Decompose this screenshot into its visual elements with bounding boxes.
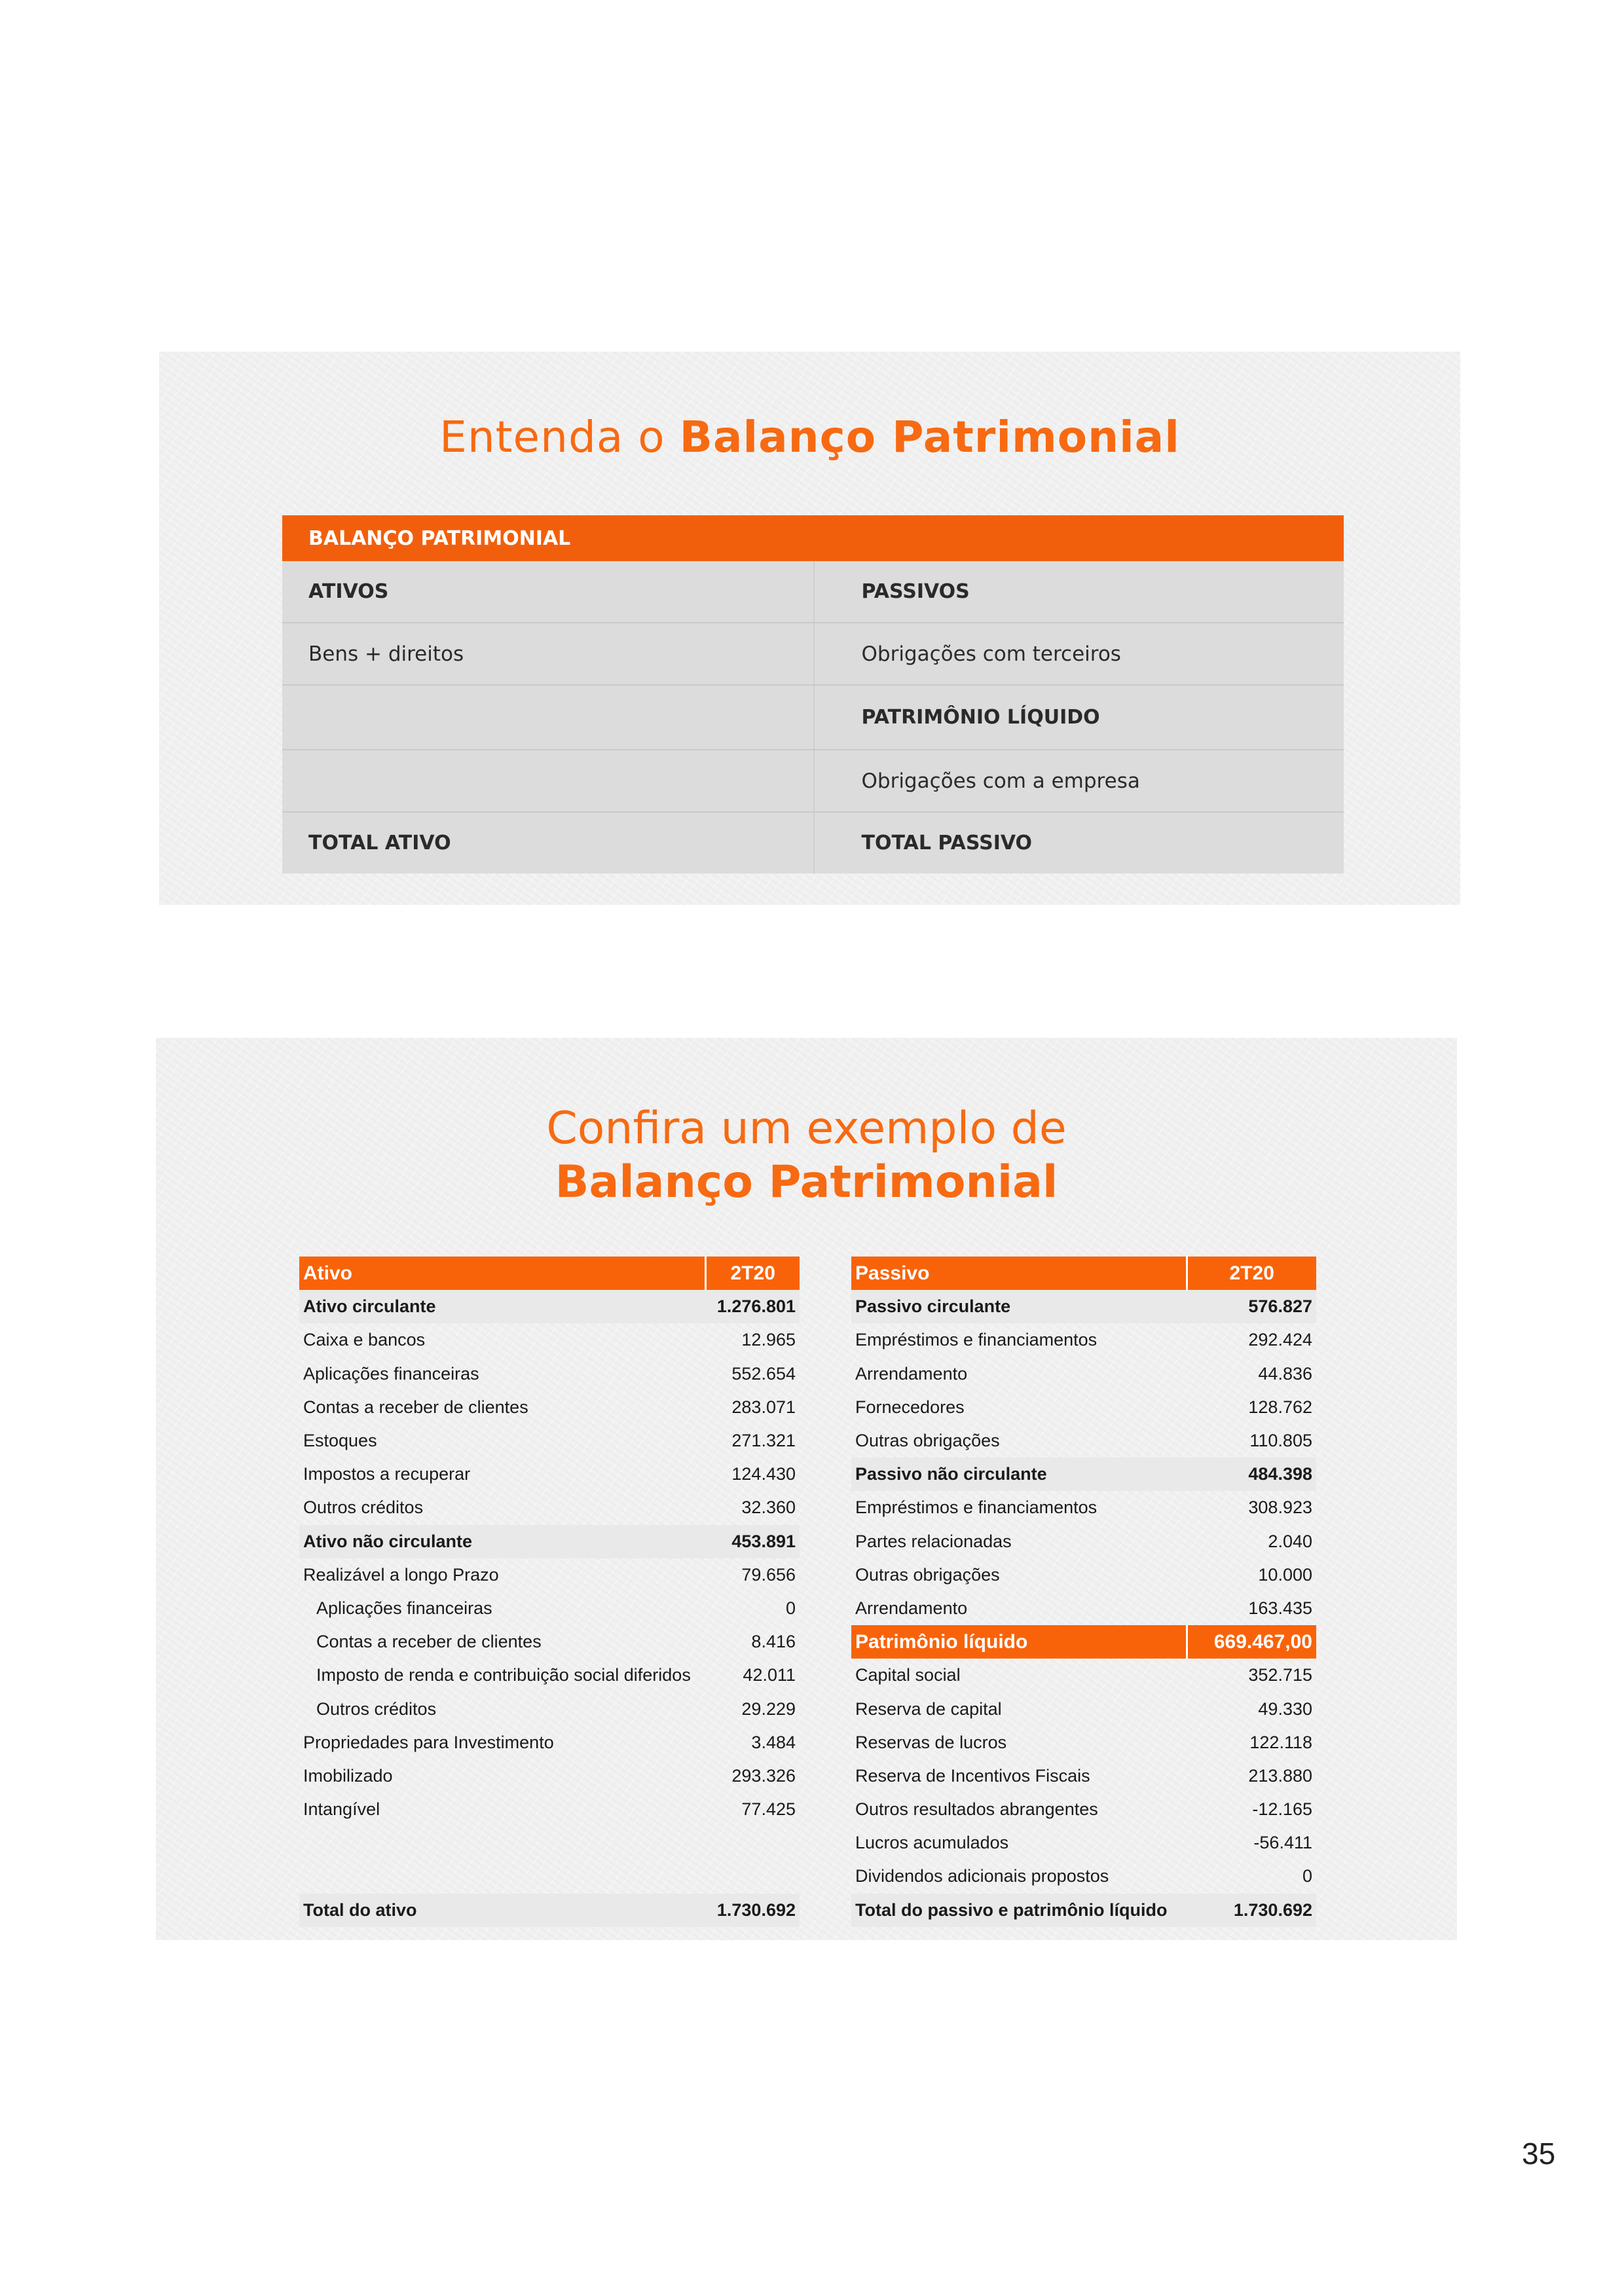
table-cell-label <box>705 1860 800 1893</box>
table-row-empty <box>299 1826 800 1860</box>
table-cell-label: Aplicações financeiras <box>303 1363 479 1384</box>
table-row <box>851 1793 1316 1826</box>
table-cell-label: Ativo circulante <box>299 1290 705 1323</box>
table-cell-label: Passivo circulante <box>851 1290 1187 1323</box>
table-row <box>282 686 1344 750</box>
obrigacoes-empresa: Obrigações com a empresa <box>813 750 1344 811</box>
slide-balanco-explicacao <box>159 352 1460 905</box>
table-row-empty <box>299 1860 800 1893</box>
table-cell-value: 271.321 <box>731 1431 796 1451</box>
table-cell-value: 292.424 <box>1248 1330 1312 1350</box>
table-cell-value: 3.484 <box>751 1732 796 1752</box>
table-row <box>851 1424 1316 1458</box>
table-cell-value: 77.425 <box>741 1799 796 1820</box>
table-cell-label: Realizável a longo Prazo <box>303 1564 499 1585</box>
table-row <box>851 1692 1316 1725</box>
slide-balanco-exemplo <box>156 1038 1457 1940</box>
table-cell-value: 12.965 <box>741 1330 796 1350</box>
table-cell-value: 552.654 <box>731 1363 796 1384</box>
table-cell-label: Reserva de Incentivos Fiscais <box>855 1765 1090 1786</box>
table-cell-label: Outros resultados abrangentes <box>855 1799 1098 1820</box>
table-cell-value: -12.165 <box>1252 1799 1312 1820</box>
table-cell-label: Passivo não circulante <box>851 1458 1187 1491</box>
table-cell-value: 453.891 <box>705 1525 800 1558</box>
table-cell-value: 10.000 <box>1258 1564 1312 1585</box>
table-cell-value: 484.398 <box>1187 1458 1316 1491</box>
table-cell-label: Empréstimos e financiamentos <box>855 1330 1098 1350</box>
table-header-row <box>851 1257 1316 1290</box>
table-cell-label: Outros créditos <box>316 1698 437 1719</box>
table-cell-label: Aplicações financeiras <box>316 1598 492 1618</box>
table-cell-label: Impostos a recuperar <box>303 1464 471 1484</box>
table-cell-value: 352.715 <box>1248 1665 1312 1685</box>
bens-direitos: Bens + direitos <box>308 642 464 666</box>
table-cell-value: 1.276.801 <box>705 1290 800 1323</box>
passivo-table <box>851 1257 1316 1927</box>
period-header: 2T20 <box>705 1257 800 1290</box>
table-row <box>851 1458 1316 1491</box>
table-row <box>851 1391 1316 1424</box>
table-cell-value: -56.411 <box>1253 1833 1312 1853</box>
table-cell-label: Fornecedores <box>855 1397 965 1417</box>
table-row <box>851 1826 1316 1860</box>
total-row <box>851 1894 1316 1927</box>
table-row <box>299 1592 800 1625</box>
table-cell-label: Estoques <box>303 1431 377 1451</box>
period-header: 2T20 <box>1187 1257 1316 1290</box>
table-row <box>851 1491 1316 1524</box>
table-header-row <box>299 1257 800 1290</box>
table-cell-label: Propriedades para Investimento <box>303 1732 554 1752</box>
table-cell-label: Outros créditos <box>303 1497 424 1518</box>
table-cell-value: 1.730.692 <box>1187 1894 1316 1927</box>
table-cell-label: Imobilizado <box>303 1765 393 1786</box>
table-cell-label: Total do passivo e patrimônio líquido <box>851 1894 1187 1927</box>
table-cell-value: 49.330 <box>1258 1698 1312 1719</box>
table-row <box>299 1391 800 1424</box>
table-cell-value: 79.656 <box>741 1564 796 1585</box>
table-cell-value: 308.923 <box>1248 1497 1312 1518</box>
table-row <box>299 1424 800 1458</box>
table-cell-label: Partes relacionadas <box>855 1531 1012 1551</box>
table-row <box>851 1525 1316 1558</box>
table-cell-label: Capital social <box>855 1665 961 1685</box>
table-row <box>851 1860 1316 1893</box>
table-row <box>851 1357 1316 1391</box>
table-cell-label: Imposto de renda e contribuição social diferidos <box>316 1665 691 1685</box>
table-row <box>299 1793 800 1826</box>
table-cell-value: 0 <box>1302 1866 1312 1886</box>
table-row <box>282 623 1344 686</box>
table-row <box>282 561 1344 623</box>
table-row <box>851 1659 1316 1692</box>
table-cell-value: 576.827 <box>1187 1290 1316 1323</box>
table-row <box>299 1458 800 1491</box>
table-row <box>851 1323 1316 1357</box>
table-cell-label: Patrimônio líquido <box>851 1625 1187 1659</box>
table-cell-label: Lucros acumulados <box>855 1833 1009 1853</box>
table-cell-value: 0 <box>785 1598 796 1618</box>
table-cell-value: 122.118 <box>1249 1732 1312 1752</box>
table-cell-label: Ativo não circulante <box>299 1525 705 1558</box>
table-cell-label: Caixa e bancos <box>303 1330 426 1350</box>
passivo-header: Passivo <box>851 1257 1187 1290</box>
table-cell-value: 110.805 <box>1249 1431 1312 1451</box>
table-cell-label <box>299 1826 705 1860</box>
ativos-heading: ATIVOS <box>308 580 389 603</box>
table-cell-label: Outras obrigações <box>855 1431 1000 1451</box>
table-cell-value: 29.229 <box>741 1698 796 1719</box>
table-row <box>282 813 1344 873</box>
table-row <box>299 1625 800 1659</box>
ativo-header: Ativo <box>299 1257 705 1290</box>
table-row <box>851 1290 1316 1323</box>
table-row <box>299 1357 800 1391</box>
table-cell-value: 42.011 <box>743 1665 796 1685</box>
table-cell-label: Empréstimos e financiamentos <box>855 1497 1098 1518</box>
ativo-table <box>299 1257 800 1927</box>
total-ativo: TOTAL ATIVO <box>308 832 451 854</box>
table-cell-label: Arrendamento <box>855 1598 968 1618</box>
table-cell-value: 283.071 <box>731 1397 796 1417</box>
table-cell-value: 8.416 <box>751 1632 796 1652</box>
table-cell-value: 163.435 <box>1248 1598 1312 1618</box>
table-cell-value: 1.730.692 <box>705 1894 800 1927</box>
table-row <box>299 1726 800 1759</box>
table-row <box>851 1726 1316 1759</box>
balanco-patrimonial-table <box>282 515 1344 873</box>
slide2-title: Confira um exemplo de Balanço Patrimonial <box>546 1103 1067 1208</box>
table-cell-label: Reservas de lucros <box>855 1732 1007 1752</box>
table-cell-label: Contas a receber de clientes <box>303 1397 528 1417</box>
table-cell-value: 2.040 <box>1268 1531 1312 1551</box>
table-cell-label: Reserva de capital <box>855 1698 1002 1719</box>
table-cell-label <box>299 1860 705 1893</box>
table-cell-value: 32.360 <box>741 1497 796 1518</box>
obrigacoes-terceiros: Obrigações com terceiros <box>813 623 1344 684</box>
table-cell-value: 213.880 <box>1248 1765 1312 1786</box>
table-cell-label <box>705 1826 800 1860</box>
table-row <box>851 1558 1316 1592</box>
table-cell-value: 669.467,00 <box>1187 1625 1316 1659</box>
total-row <box>299 1894 800 1927</box>
table-cell-label: Outras obrigações <box>855 1564 1000 1585</box>
table-cell-value: 44.836 <box>1258 1363 1312 1384</box>
passivos-heading: PASSIVOS <box>813 561 1344 622</box>
table-cell-label: Contas a receber de clientes <box>316 1632 542 1652</box>
table-row <box>299 1692 800 1725</box>
table-cell-value: 124.430 <box>731 1464 796 1484</box>
table-row <box>299 1290 800 1323</box>
patrimonio-liquido-row <box>851 1625 1316 1659</box>
table-row <box>299 1525 800 1558</box>
table-cell-value: 293.326 <box>731 1765 796 1786</box>
table-row <box>851 1592 1316 1625</box>
table-cell-label: Intangível <box>303 1799 380 1820</box>
table-cell-label: Total do ativo <box>299 1894 705 1927</box>
table-cell-label: Arrendamento <box>855 1363 968 1384</box>
patrimonio-liquido-heading: PATRIMÔNIO LÍQUIDO <box>813 686 1344 749</box>
table-cell-value: 128.762 <box>1248 1397 1312 1417</box>
table-header: BALANÇO PATRIMONIAL <box>308 526 571 550</box>
table-row <box>282 750 1344 813</box>
table-header-row <box>282 515 1344 561</box>
total-passivo: TOTAL PASSIVO <box>813 813 1344 873</box>
table-row <box>299 1759 800 1793</box>
slide1-title: Entenda o Balanço Patrimonial <box>439 412 1180 462</box>
table-cell-label: Dividendos adicionais propostos <box>855 1866 1109 1886</box>
table-row <box>299 1558 800 1592</box>
table-row <box>851 1759 1316 1793</box>
table-row <box>299 1659 800 1692</box>
table-row <box>299 1491 800 1524</box>
page-number: 35 <box>1522 2137 1556 2171</box>
table-row <box>299 1323 800 1357</box>
